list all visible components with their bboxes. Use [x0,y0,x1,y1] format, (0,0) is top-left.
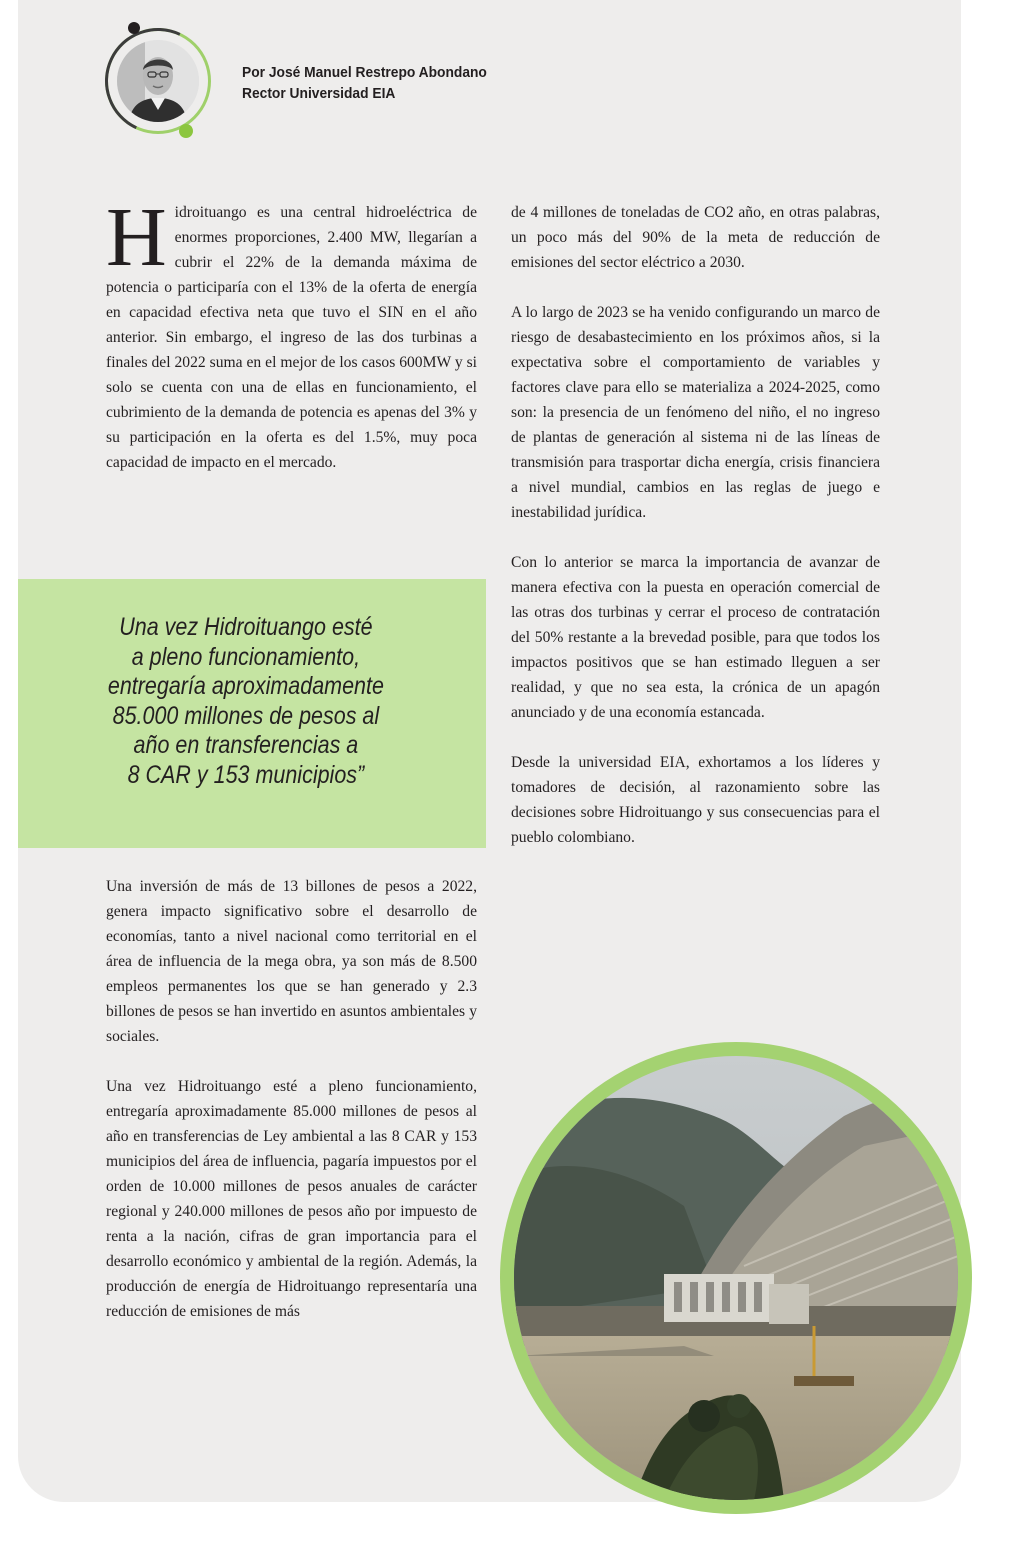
author-name: Por José Manuel Restrepo Abondano [242,64,487,81]
dam-landscape-illustration [514,1056,958,1500]
portrait-illustration [117,40,199,122]
pull-quote-line: entregaría aproximadamente [107,672,384,700]
author-avatar [103,22,221,138]
pull-quote-line: 85.000 millones de pesos al [112,701,380,730]
closing-paragraph: Desde la universidad EIA, exhortamos a los líderes y tomadores de decisión, al razonamiento sobre las decisiones sobre Hidroituango y sus consecuencias para el pueblo colombiano. [511,754,880,846]
drop-cap: H [106,191,167,284]
transfers-paragraph: Una vez Hidroituango esté a pleno funcionamiento, entregaría aproximadamente 85.000 millones de pesos al año en transferencias de Ley ambiental a las 8 CAR y 153 municipios del área de influencia, pagaría impuestos por el orden de 10.000 millones de pesos anuales de carácter regional y 240.000 millones de pesos año por impuesto de renta a la nación, cifras de gran importancia para el desarrollo económico y ambiental de la región. Además, la producción de energía de Hidroituango representaría una reducción de emisiones de más [106,1078,477,1320]
dam-photo [514,1056,958,1500]
emissions-paragraph: de 4 millones de toneladas de CO2 año, en otras palabras, un poco más del 90% de la meta de reducción de emisiones del sector eléctrico a 2030. [511,204,880,271]
author-photo [117,40,199,122]
author-byline [242,62,487,104]
investment-paragraph: Una inversión de más de 13 billones de pesos a 2022, genera impacto significativo sobre el desarrollo de economías, tanto a nivel nacional como territorial en el área de influencia de la mega obra, ya son más de 8.500 empleos permanentes los que se han generado y 2.3 billones de pesos se han invertido en asuntos ambientales y sociales. [106,878,477,1045]
left-column-bottom [106,874,477,1324]
decor-dot-dark [128,22,140,34]
pull-quote-line: a pleno funcionamiento, [131,642,361,671]
risk-paragraph: A lo largo de 2023 se ha venido configurando un marco de riesgo de desabastecimiento en los próximos años, si la expectativa sobre el comportamiento de variables y factores clave para ello se materializa a 2024-2025, como son: la presencia de un fenómeno del niño, el no ingreso de plantas de generación al sistema ni de las líneas de transmisión para trasportar dicha energía, crisis financiera a nivel mundial, cambios en las reglas de juego e inestabilidad jurídica. [511,304,880,521]
right-column [511,200,880,850]
turbines-paragraph: Con lo anterior se marca la importancia de avanzar de manera efectiva con la puesta en operación comercial de las otras dos turbinas y cerrar el proceso de contratación del 50% restante a la brevedad posible, para que todos los impactos positivos que se han estimado lleguen a ser realidad, y que no sea esta, la crónica de un apagón anunciado y de una economía estancada. [511,554,880,721]
intro-text: idroituango es una central hidroeléctrica de enormes proporciones, 2.400 MW, llegarían a cubrir el 22% de la demanda máxima de potencia o participaría con el 13% de la oferta de energía en capacidad efectiva neta que tuvo el SIN en el año anterior. Sin embargo, el ingreso de las dos turbinas a finales del 2022 suma en el mejor de los casos 600MW y si solo se cuenta con una de ellas en funcionamiento, el cubrimiento de la demanda de potencia es apenas del 3% y su participación en la oferta es del 1.5%, muy poca capacidad de impacto en el mercado. [106,204,477,471]
pull-quote-line: 8 CAR y 153 municipios” [127,760,365,789]
dam-photo-frame [500,1042,972,1514]
decor-dot-green [179,124,193,138]
pull-quote-line: año en transferencias a [133,731,359,759]
pull-quote-line: Una vez Hidroituango esté [119,613,373,641]
intro-paragraph [106,191,477,475]
author-title: Rector Universidad EIA [242,85,396,102]
pull-quote [18,613,474,790]
